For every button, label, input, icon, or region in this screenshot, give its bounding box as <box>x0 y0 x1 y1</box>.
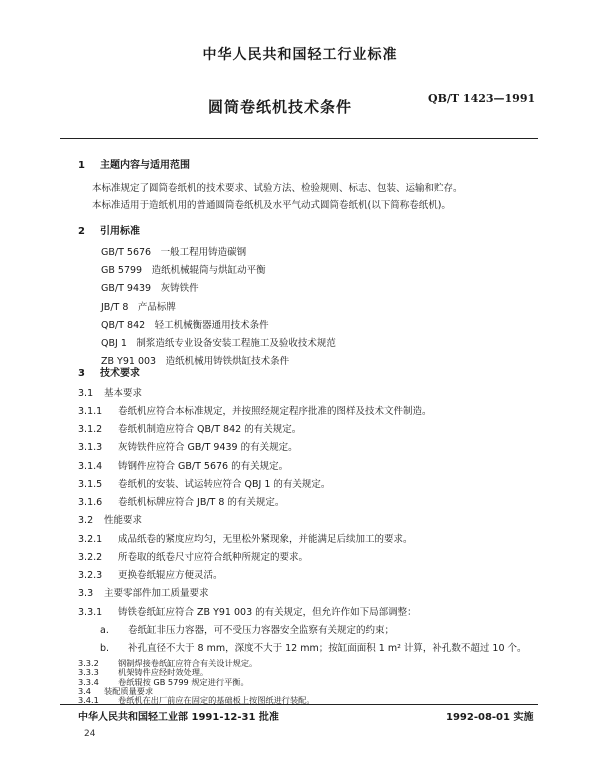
section-number: 1 <box>78 160 85 171</box>
clause-number: 3.1.4 <box>78 461 103 472</box>
section-number: 2 <box>78 226 85 237</box>
clause-text: 卷纸机制造应符合 QB/T 842 的有关规定。 <box>118 424 302 435</box>
clause-text: 铸铁卷纸缸应符合 ZB Y91 003 的有关规定，但允许作如下局部调整： <box>118 607 417 618</box>
clause <box>78 604 417 618</box>
clause <box>78 385 142 399</box>
approval-info: 中华人民共和国轻工业部 1991-12-31 批准 <box>78 712 279 723</box>
sub-clause-text: 补孔直径不大于 8 mm，深度不大于 12 mm；按缸面面积 1 m² 计算，补孔数不超过 10 个。 <box>128 643 527 654</box>
section-title: 主题内容与适用范围 <box>100 160 190 171</box>
clause-number: 3.2.1 <box>78 534 103 545</box>
section-title: 技术要求 <box>100 368 140 379</box>
clause <box>78 403 432 417</box>
clause-number: 3.1.2 <box>78 424 103 435</box>
reference-item: GB/T 9439 灰铸铁件 <box>101 283 199 294</box>
clause-text: 铸钢件应符合 GB/T 5676 的有关规定。 <box>118 461 289 472</box>
document-title: 圆筒卷纸机技术条件 <box>208 98 353 116</box>
effective-date: 1992-08-01 实施 <box>446 712 534 723</box>
sub-clause-mark: a. <box>100 625 109 636</box>
section-3-heading <box>78 364 140 379</box>
clause-text: 机架铸件应经时效处理。 <box>118 667 209 678</box>
clause <box>78 458 288 472</box>
clause-number: 3.3.1 <box>78 607 103 618</box>
section-2-heading <box>78 222 140 237</box>
sub-clause-text: 卷纸缸非压力容器，可不受压力容器安全监察有关规定的约束； <box>128 625 395 636</box>
clause <box>78 585 209 599</box>
clause-text: 钢制焊接卷纸缸应符合有关设计规定。 <box>118 658 258 668</box>
clause-text: 卷纸机的安装、试运转应符合 QBJ 1 的有关规定。 <box>118 479 331 490</box>
clause-text: 主要零部件加工质量要求 <box>104 588 209 599</box>
standard-authority: 中华人民共和国轻工行业标准 <box>202 47 398 63</box>
clause-number: 3.3.4 <box>78 676 99 687</box>
clause-text: 装配质量要求 <box>104 685 154 696</box>
clause-text: 灰铸铁件应符合 GB/T 9439 的有关规定。 <box>118 442 298 453</box>
clause-number: 3.2 <box>78 515 94 526</box>
clause-text: 基本要求 <box>104 388 143 399</box>
sub-clause-mark: b. <box>100 643 110 654</box>
clause <box>78 567 223 581</box>
clause-number: 3.1.3 <box>78 442 103 453</box>
clause-text: 更换卷纸辊应方便灵活。 <box>118 570 223 581</box>
reference-item: GB/T 5676 一般工程用铸造碳钢 <box>101 247 247 258</box>
clause-number: 3.3.3 <box>78 667 99 678</box>
clause-text: 卷纸机应符合本标准规定，并按照经规定程序批准的图样及技术文件制造。 <box>118 406 432 417</box>
clause-number: 3.4.1 <box>78 695 99 706</box>
clause-number: 3.4 <box>78 685 92 696</box>
standard-code: QB/T 1423—1991 <box>428 92 536 105</box>
clause-number: 3.1.1 <box>78 406 103 417</box>
clause-number: 3.1 <box>78 388 94 399</box>
header-rule <box>60 138 538 139</box>
sub-clause <box>100 622 394 636</box>
clause-number: 3.3.2 <box>78 658 99 668</box>
paragraph: 本标准规定了圆筒卷纸机的技术要求、试验方法、检验规则、标志、包装、运输和贮存。 <box>92 183 463 194</box>
paragraph: 本标准适用于造纸机用的普通圆筒卷纸机及水平气动式圆筒卷纸机(以下简称卷纸机)。 <box>92 200 451 211</box>
clause <box>78 494 284 508</box>
reference-item: ZB Y91 003 造纸机械用铸铁烘缸技术条件 <box>101 356 290 367</box>
clause <box>78 439 298 453</box>
clause-text: 卷纸机在出厂前应在固定的基础板上按图纸进行装配。 <box>118 695 315 706</box>
clause <box>78 549 308 563</box>
clause-number: 3.2.3 <box>78 570 103 581</box>
clause-number: 3.3 <box>78 588 94 599</box>
page-number: 24 <box>84 729 96 739</box>
clause-text: 性能要求 <box>104 515 143 526</box>
section-1-heading <box>78 156 190 171</box>
section-number: 3 <box>78 368 85 379</box>
clause <box>78 512 142 526</box>
clause-number: 3.1.5 <box>78 479 103 490</box>
clause-text: 成品纸卷的紧度应均匀，无里松外紧现象，并能满足后续加工的要求。 <box>118 534 413 545</box>
clause-number: 3.1.6 <box>78 497 103 508</box>
sub-clause <box>100 640 527 654</box>
clause <box>78 531 413 545</box>
clause <box>78 695 315 706</box>
reference-item: JB/T 8 产品标牌 <box>101 302 176 313</box>
reference-item: QBJ 1 制浆造纸专业设备安装工程施工及验收技术规范 <box>101 338 336 349</box>
clause-text: 卷纸辊按 GB 5799 规定进行平衡。 <box>118 676 249 687</box>
clause-text: 卷纸机标牌应符合 JB/T 8 的有关规定。 <box>118 497 285 508</box>
clause-number: 3.2.2 <box>78 552 103 563</box>
section-title: 引用标准 <box>100 226 140 237</box>
reference-item: QB/T 842 轻工机械衡器通用技术条件 <box>101 320 269 331</box>
reference-item: GB 5799 造纸机械辊筒与烘缸动平衡 <box>101 265 266 276</box>
clause <box>78 421 301 435</box>
clause-text: 所卷取的纸卷尺寸应符合纸种所规定的要求。 <box>118 552 309 563</box>
clause <box>78 476 330 490</box>
